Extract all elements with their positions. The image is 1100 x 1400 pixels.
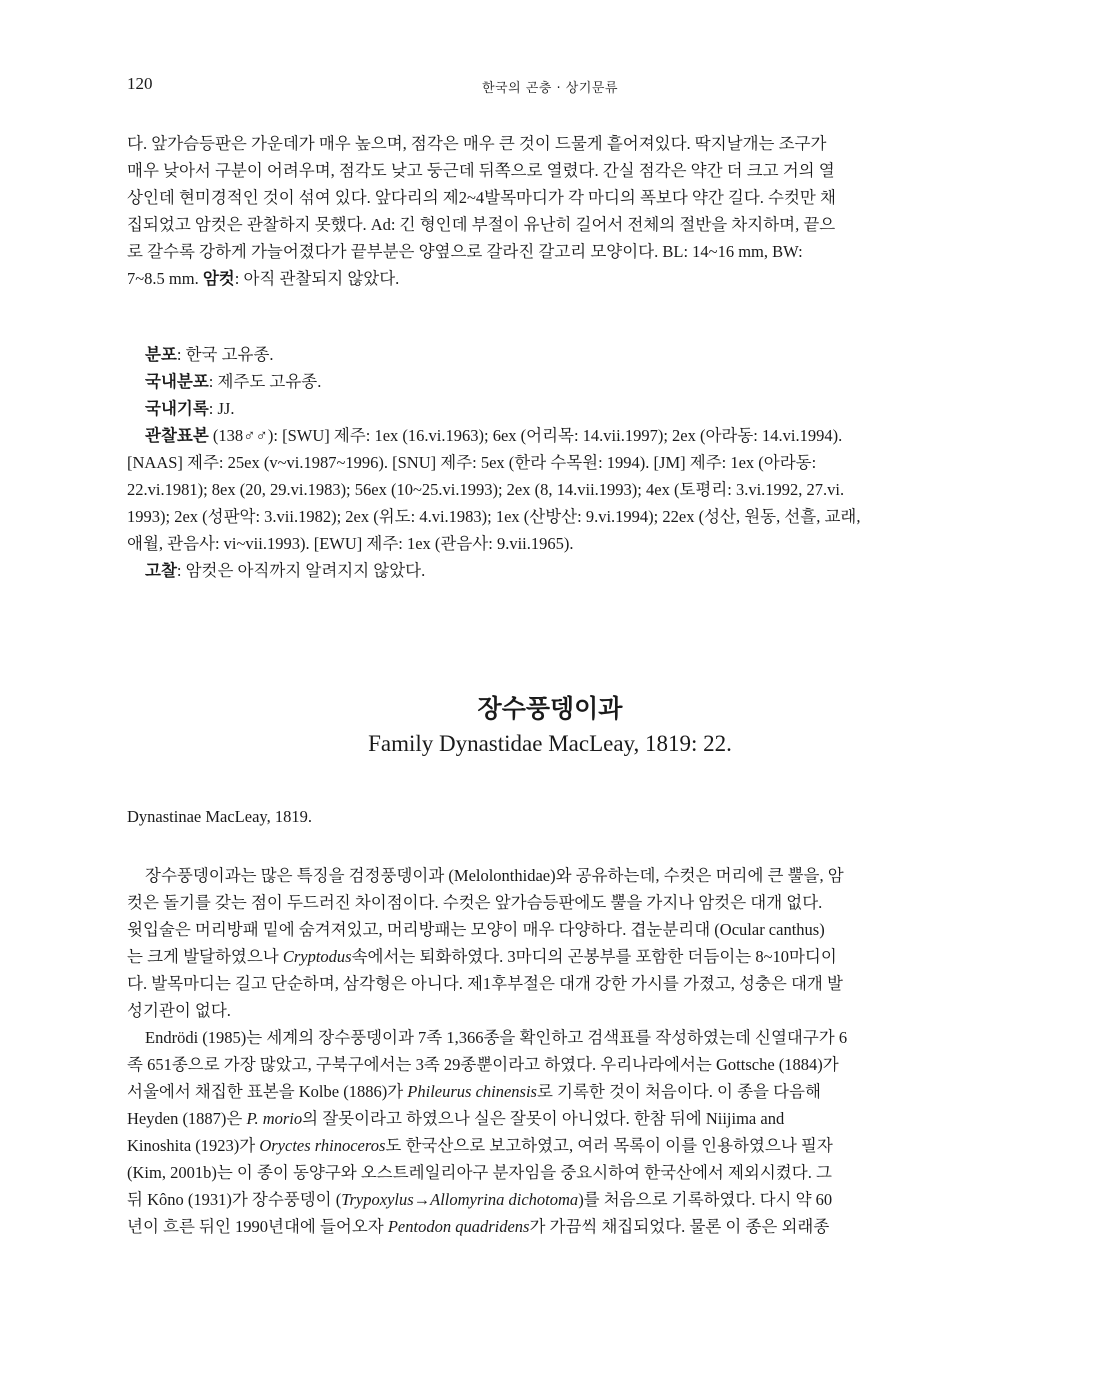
specimens-line (127, 422, 973, 449)
distribution-section (127, 341, 973, 584)
remark-line (127, 557, 973, 584)
text-line: 로 갈수록 강하게 가늘어졌다가 끝부분은 양옆으로 갈라진 갈고리 모양이다. BL: 14~16 mm, BW: (127, 242, 803, 261)
italic-taxon: P. morio (246, 1109, 303, 1128)
text-line (127, 1132, 973, 1159)
text-run: 7~8.5 mm. (127, 269, 203, 288)
text-run: : 아직 관찰되지 않았다. (234, 269, 400, 288)
text-line (127, 1186, 973, 1213)
text-line: (Kim, 2001b)는 이 종이 동양구와 오스트레일리아구 분자임을 중요시하여 한국산에서 제외시켰다. 그 (127, 1163, 832, 1182)
italic-taxon: Phileurus chinensis (407, 1082, 537, 1101)
text-run: 도 한국산으로 보고하였고, 여러 목록이 이를 인용하였으나 필자 (385, 1136, 833, 1155)
italic-taxon: Trypoxylus→Allomyrina dichotoma (341, 1190, 579, 1209)
text-line: 족 651종으로 가장 많았고, 구북구에서는 3족 29종뿐이라고 하였다. 우리나라에서는 Gottsche (1884)가 (127, 1055, 839, 1074)
text-line (127, 265, 973, 292)
text-line: 애월, 관음사: vi~vii.1993). [EWU] 제주: 1ex (관음사: 9.vii.1965). (127, 534, 574, 553)
text-run: 의 잘못이라고 하였으나 실은 잘못이 아니었다. 한참 뒤에 Niijima and (302, 1109, 785, 1128)
intro-paragraph (127, 130, 973, 292)
text-line: 성기관이 없다. (127, 1001, 231, 1020)
italic-taxon: Pentodon quadridens (387, 1217, 530, 1236)
text-run: 로 기록한 것이 처음이다. 이 종을 다음해 (536, 1082, 821, 1101)
text-line: 다. 발목마디는 길고 단순하며, 삼각형은 아니다. 제1후부절은 대개 강한 가시를 가졌고, 성충은 대개 발 (127, 974, 843, 993)
running-title: 한국의 곤충 · 상기문류 (481, 81, 619, 96)
body-paragraph-2 (127, 1024, 973, 1240)
text-line: 상인데 현미경적인 것이 섞여 있다. 앞다리의 제2~4발목마디가 각 마디의 폭보다 약간 길다. 수컷만 채 (127, 188, 836, 207)
distribution-line (127, 341, 973, 368)
text-run: : 제주도 고유종. (208, 372, 322, 391)
label-remark: 고찰 (145, 561, 177, 580)
label-specimens: 관찰표본 (145, 426, 209, 445)
domestic-record-line (127, 395, 973, 422)
italic-taxon: Oryctes rhinoceros (259, 1136, 386, 1155)
text-line: 장수풍뎅이과는 많은 특징을 검정풍뎅이과 (Melolonthidae)와 공유하는데, 수컷은 머리에 큰 뿔을, 암 (145, 866, 844, 885)
label-domestic-distribution: 국내분포 (145, 372, 209, 391)
text-run: : JJ. (208, 399, 235, 418)
page-header (127, 74, 973, 98)
label-domestic-record: 국내기록 (145, 399, 209, 418)
text-line: 1993); 2ex (성판악: 3.vii.1982); 2ex (위도: 4.vi.1983); 1ex (산방산: 9.vi.1994); 22ex (성산, 원동, 선흘, 교래, (127, 507, 861, 526)
text-line: 다. 앞가슴등판은 가운데가 매우 높으며, 점각은 매우 큰 것이 드물게 흩어져있다. 딱지날개는 조구가 (127, 134, 827, 153)
text-run: (138♂♂): [SWU] 제주: 1ex (16.vi.1963); 6ex (어리목: 14.vii.1997); 2ex (아라동: 14.vi.1994). (208, 426, 843, 445)
text-line: 윗입술은 머리방패 밑에 숨겨져있고, 머리방패는 모양이 매우 다양하다. 겹눈분리대 (Ocular canthus) (127, 920, 825, 939)
text-run: 년이 흐른 뒤인 1990년대에 들어오자 (127, 1217, 388, 1236)
text-run: Kinoshita (1923)가 (127, 1136, 260, 1155)
text-run: 가 가끔씩 채집되었다. 물론 이 종은 외래종 (529, 1217, 830, 1236)
text-line (127, 943, 973, 970)
page-number: 120 (127, 74, 153, 93)
body-paragraph-1 (127, 862, 973, 1024)
text-run: : 암컷은 아직까지 알려지지 않았다. (176, 561, 426, 580)
text-run: 서울에서 채집한 표본을 Kolbe (1886)가 (127, 1082, 408, 1101)
text-run: 뒤 Kôno (1931)가 장수풍뎅이 ( (127, 1190, 342, 1209)
italic-taxon: Cryptodus (282, 947, 352, 966)
text-line: Endrödi (1985)는 세계의 장수풍뎅이과 7족 1,366종을 확인하고 검색표를 작성하였는데 신열대구가 6 (145, 1028, 848, 1047)
text-run: )를 처음으로 기록하였다. 다시 약 60 (578, 1190, 833, 1209)
bold-term: 암컷 (202, 269, 235, 288)
synonym-line: Dynastinae MacLeay, 1819. (127, 807, 312, 826)
text-line: 매우 낮아서 구분이 어려우며, 점각도 낮고 둥근데 뒤쪽으로 열렸다. 간실 점각은 약간 더 크고 거의 열 (127, 161, 835, 180)
text-line: 컷은 돌기를 갖는 점이 두드러진 차이점이다. 수컷은 앞가슴등판에도 뿔을 가지나 암컷은 대개 없다. (127, 893, 823, 912)
text-run: Heyden (1887)은 (127, 1109, 247, 1128)
family-title-latin: Family Dynastidae MacLeay, 1819: 22. (368, 731, 732, 756)
text-run: 속에서는 퇴화하였다. 3마디의 곤봉부를 포함한 더듬이는 8~10마디이 (351, 947, 837, 966)
text-line (127, 1105, 973, 1132)
text-line: 집되었고 암컷은 관찰하지 못했다. Ad: 긴 형인데 부절이 유난히 길어서 전체의 절반을 차지하며, 끝으 (127, 215, 836, 234)
text-run: 는 크게 발달하였으나 (127, 947, 283, 966)
label-distribution: 분포 (145, 345, 177, 364)
family-title-korean: 장수풍뎅이과 (477, 694, 623, 723)
text-line (127, 1078, 973, 1105)
domestic-distribution-line (127, 368, 973, 395)
text-line (127, 1213, 973, 1240)
text-line: [NAAS] 제주: 25ex (v~vi.1987~1996). [SNU] 제주: 5ex (한라 수목원: 1994). [JM] 제주: 1ex (아라동: (127, 453, 817, 472)
text-run: : 한국 고유종. (176, 345, 274, 364)
text-line: 22.vi.1981); 8ex (20, 29.vi.1983); 56ex (10~25.vi.1993); 2ex (8, 14.vii.1993); 4ex (토평리: 3.vi.1992, 27.vi. (127, 480, 845, 499)
